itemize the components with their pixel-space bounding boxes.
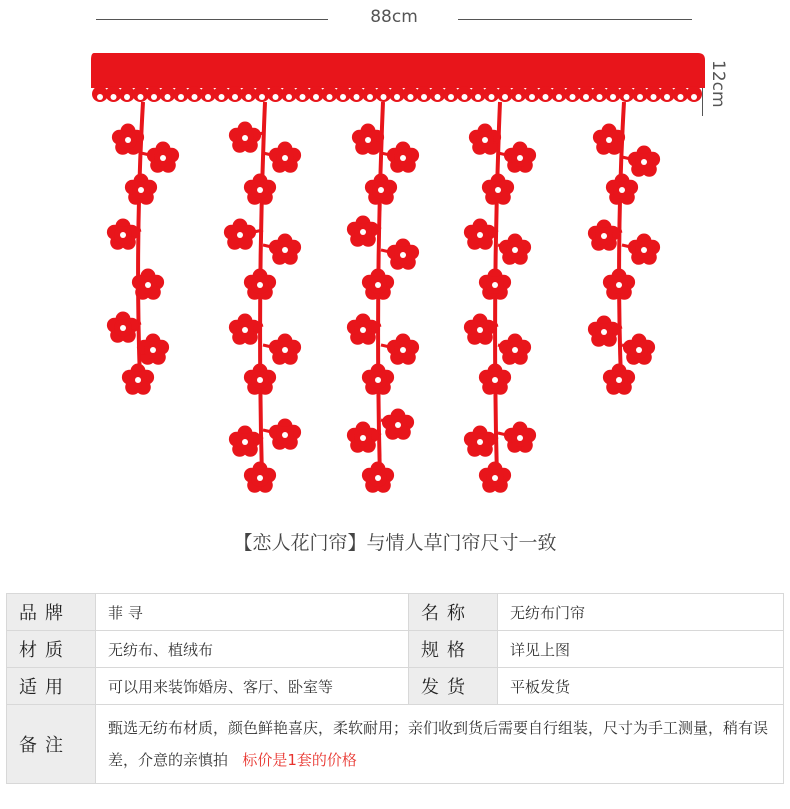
flower-icon <box>244 174 276 205</box>
width-dimension-line-right <box>458 19 692 20</box>
flower-icon <box>362 269 394 300</box>
spec-value: 无纺布门帘 <box>498 594 784 631</box>
flower-icon <box>387 334 419 365</box>
flower-icon <box>269 234 301 265</box>
flower-icon <box>269 419 301 450</box>
flower-icon <box>382 409 414 440</box>
flower-icon <box>229 122 261 153</box>
flower-icon <box>147 142 179 173</box>
flower-icon <box>224 219 256 250</box>
flower-icon <box>479 462 511 493</box>
flower-icon <box>469 124 501 155</box>
spec-value: 无纺布、植绒布 <box>96 631 409 668</box>
caption: 【恋人花门帘】与情人草门帘尺寸一致 <box>233 532 557 554</box>
note-cell <box>96 705 784 784</box>
flower-icon <box>347 314 379 345</box>
note-label: 备注 <box>7 705 96 784</box>
spec-label: 材质 <box>7 631 96 668</box>
height-label: 12cm <box>708 60 728 108</box>
note-row <box>7 705 784 784</box>
spec-row <box>7 594 784 631</box>
spec-label: 品牌 <box>7 594 96 631</box>
flower-icon <box>244 462 276 493</box>
flower-icon <box>112 124 144 155</box>
curtain-header-band <box>91 53 705 88</box>
flower-icon <box>244 269 276 300</box>
flower-icon <box>362 364 394 395</box>
flower-icon <box>606 174 638 205</box>
spec-row <box>7 631 784 668</box>
spec-value: 详见上图 <box>498 631 784 668</box>
flower-icon <box>107 312 139 343</box>
flower-icon <box>623 334 655 365</box>
flower-icon <box>387 239 419 270</box>
spec-label: 适用 <box>7 668 96 705</box>
flower-icon <box>269 334 301 365</box>
flower-icon <box>603 364 635 395</box>
flower-icon <box>628 146 660 177</box>
flower-icon <box>229 314 261 345</box>
spec-row <box>7 668 784 705</box>
note-text: 甄选无纺布材质，颜色鲜艳喜庆，柔软耐用；亲们收到货后需要自行组装，尺寸为手工测量，稍有误差，介意的亲慎拍 <box>108 719 769 769</box>
flower-icon <box>628 234 660 265</box>
flower-icon <box>464 219 496 250</box>
flower-icon <box>347 216 379 247</box>
flower-icon <box>125 174 157 205</box>
flower-icon <box>482 174 514 205</box>
spec-value: 平板发货 <box>498 668 784 705</box>
flower-icon <box>499 334 531 365</box>
flower-icon <box>479 364 511 395</box>
flower-icon <box>362 462 394 493</box>
flower-icon <box>603 269 635 300</box>
spec-value: 可以用来装饰婚房、客厅、卧室等 <box>96 668 409 705</box>
flower-icon <box>365 174 397 205</box>
felt-flower-curtain-image <box>88 50 708 500</box>
flower-icon <box>504 142 536 173</box>
width-label: 88cm <box>370 7 418 27</box>
spec-value: 菲 寻 <box>96 594 409 631</box>
spec-table <box>6 593 784 784</box>
flower-icon <box>464 426 496 457</box>
spec-label: 发货 <box>409 668 498 705</box>
flower-icon <box>107 219 139 250</box>
flower-icon <box>588 316 620 347</box>
flower-icon <box>122 364 154 395</box>
flower-icon <box>137 334 169 365</box>
spec-label: 名称 <box>409 594 498 631</box>
flower-icon <box>479 269 511 300</box>
flower-icon <box>387 142 419 173</box>
width-dimension <box>96 6 692 32</box>
flower-icon <box>499 234 531 265</box>
flower-icon <box>229 426 261 457</box>
flower-icon <box>269 142 301 173</box>
flower-icon <box>347 422 379 453</box>
flower-icon <box>593 124 625 155</box>
flower-icon <box>504 422 536 453</box>
flower-icon <box>464 314 496 345</box>
price-note: 标价是1套的价格 <box>242 751 357 769</box>
flower-icon <box>352 124 384 155</box>
flower-icon <box>244 364 276 395</box>
flower-icon <box>588 220 620 251</box>
spec-label: 规格 <box>409 631 498 668</box>
